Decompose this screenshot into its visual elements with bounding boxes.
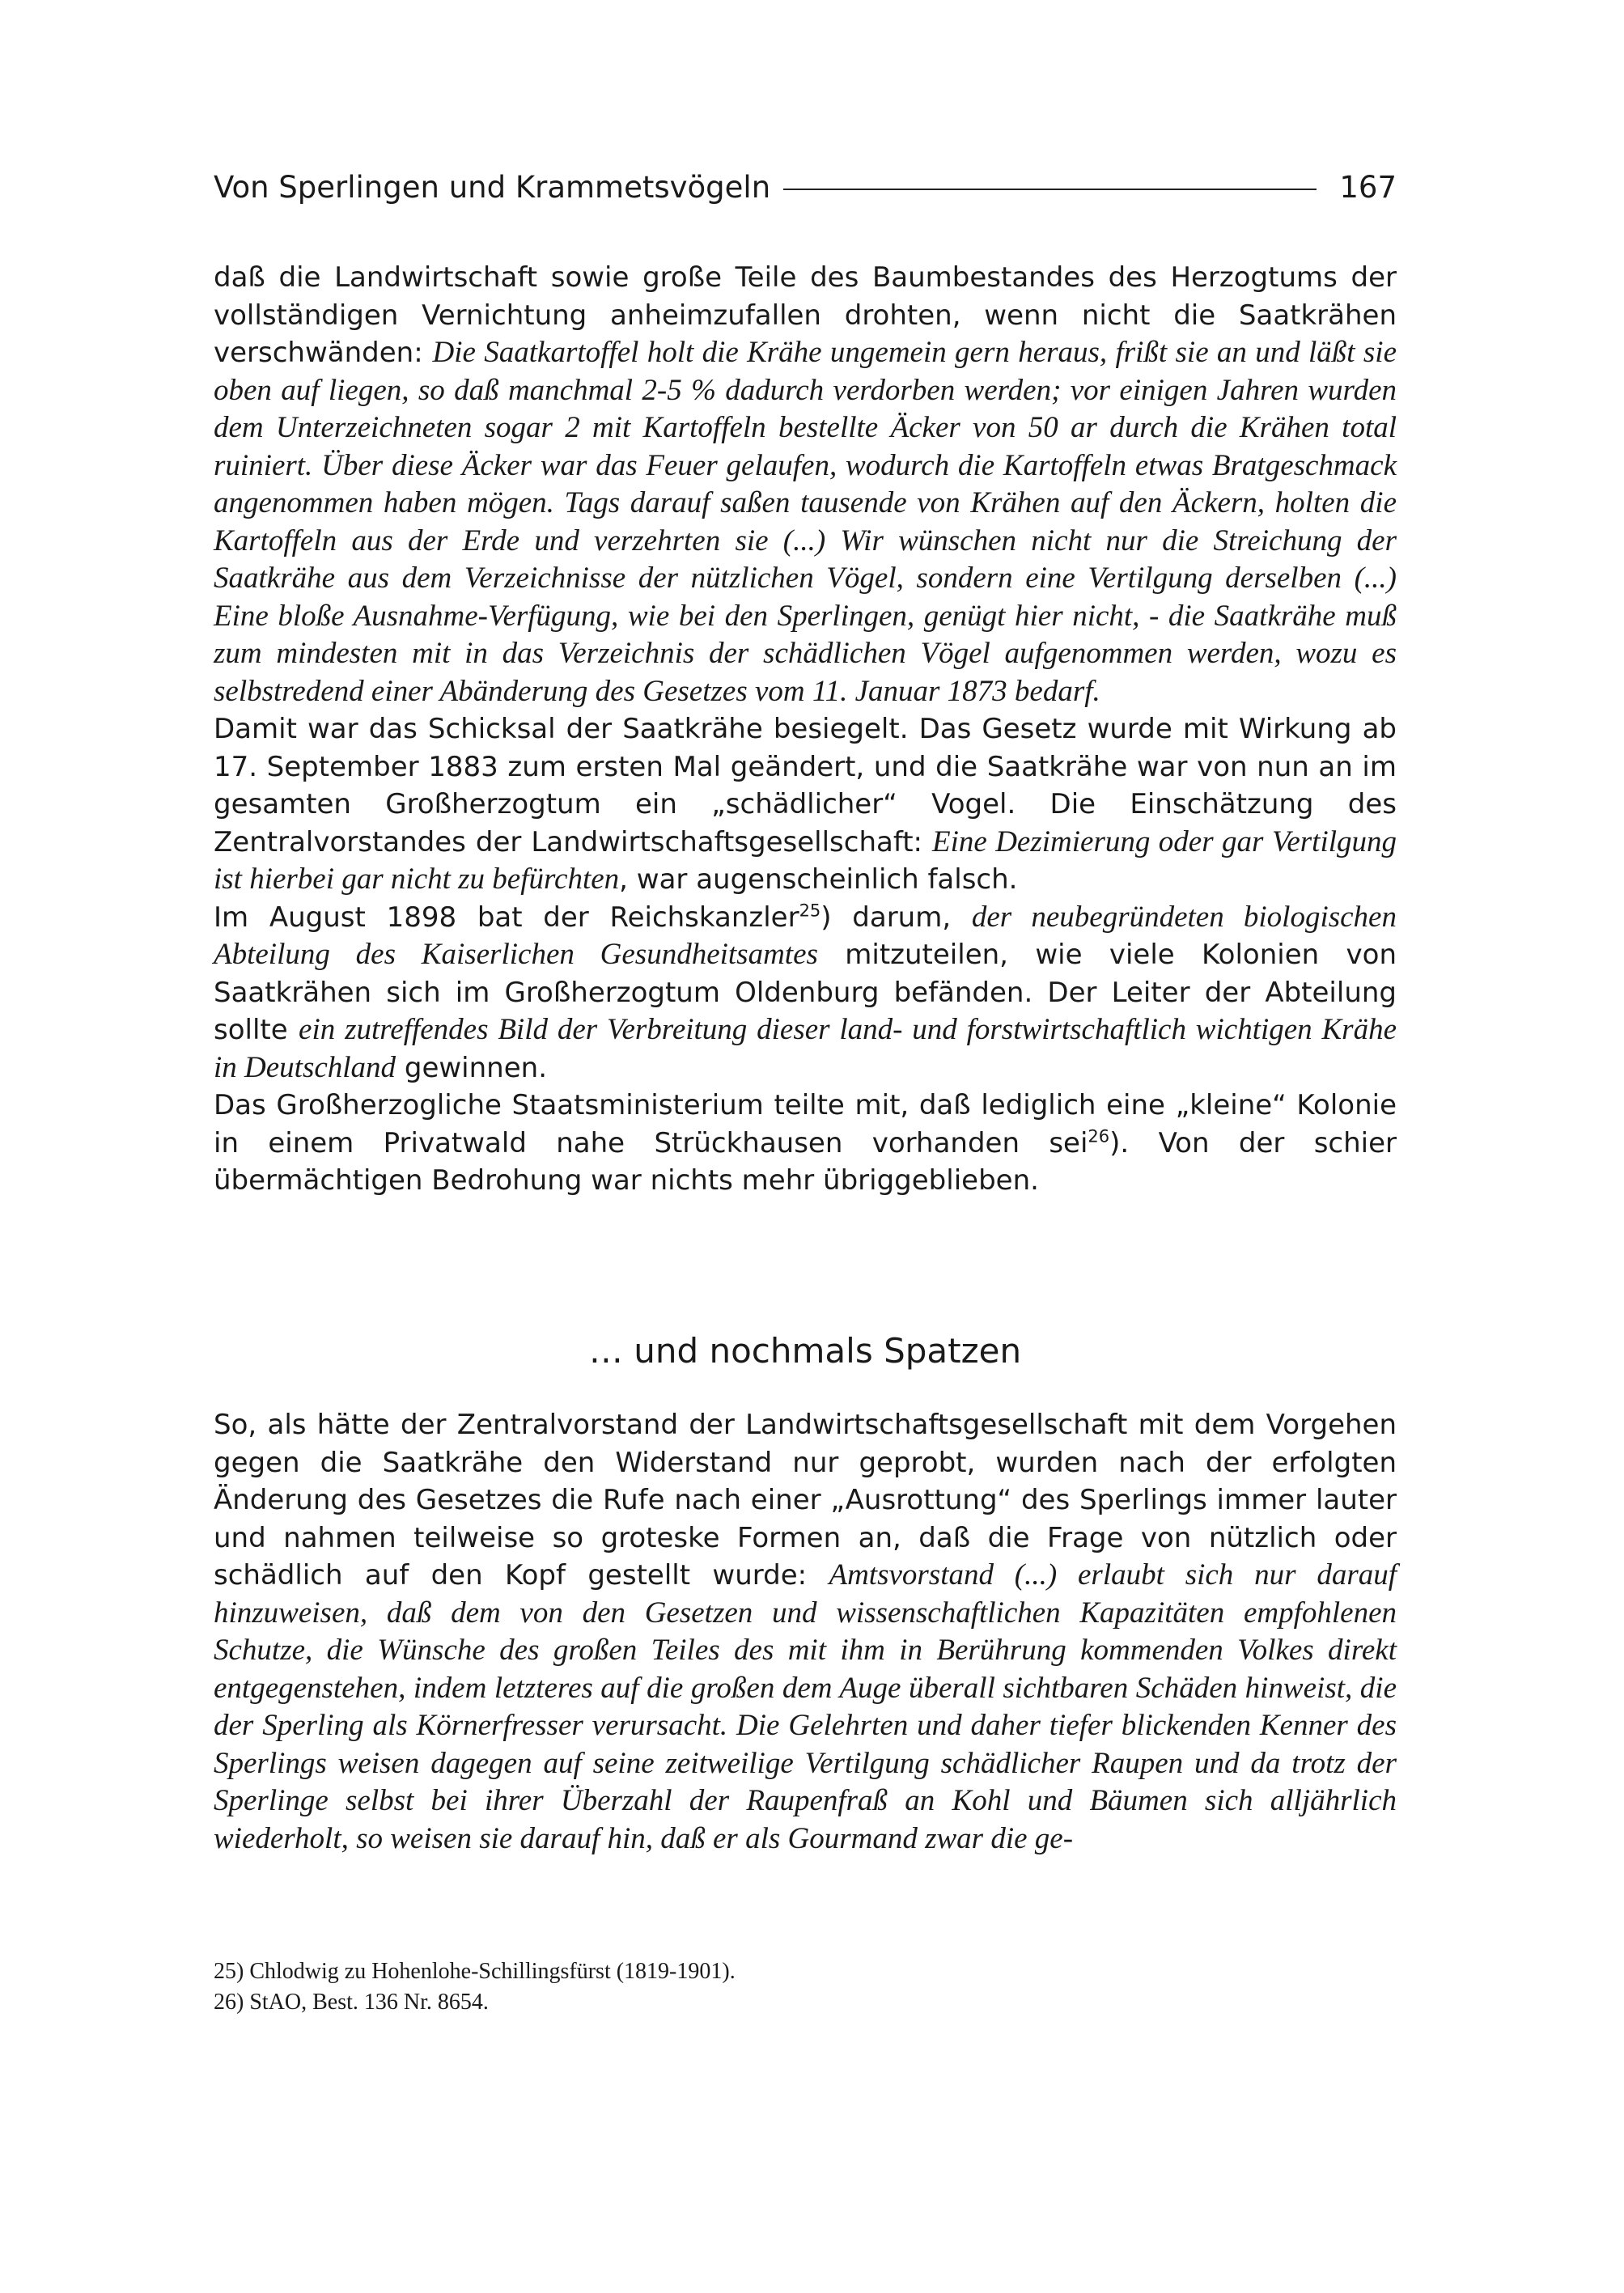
paragraph-2 xyxy=(214,710,1397,899)
paragraph-1 xyxy=(214,259,1397,710)
paragraph-3-text: Im August 1898 bat der Reichskanzler xyxy=(214,901,799,934)
paragraph-3 xyxy=(214,899,1397,1087)
paragraph-2-text: Damit war das Schicksal der Saatkrähe besiegelt. Das Gesetz wurde mit Wirkung ab 17. September 1883 zum ersten Mal geändert, und die Saatkrähe war von nun an im gesamten Großherzogtum ein „schädlicher“ Vogel. Die Einschätzung des Zentralvorstandes der Landwirtschaftsgesellschaft: xyxy=(214,713,1397,858)
main-text xyxy=(214,259,1397,1200)
page-number: 167 xyxy=(1339,170,1397,205)
header-rule xyxy=(783,189,1317,190)
footnote-26: 26) StAO, Best. 136 Nr. 8654. xyxy=(214,1990,489,2015)
paragraph-1-text: daß die Landwirtschaft sowie große Teile des Baumbestandes des Herzogtums der vollständigen Vernichtung anheimzufallen drohten, wenn nicht die Saatkrähen verschwänden: xyxy=(214,261,1397,369)
main-text-2 xyxy=(214,1406,1397,1858)
footnotes xyxy=(214,1956,1397,2018)
paragraph-2-quote: Eine Dezimierung oder gar Vertilgung ist hierbei gar nicht zu befürchten xyxy=(214,824,1397,896)
paragraph-5-text: So, als hätte der Zentralvorstand der Landwirtschaftsgesellschaft mit dem Vorgehen gegen die Saatkrähe den Widerstand nur geprobt, wurden nach der erfolgten Änderung des Gesetzes die Rufe nach einer „Ausrottung“ des Sperlings immer lauter und nahmen teilweise so groteske Formen an, daß die Frage von nützlich oder schädlich auf den Kopf gestellt wurde: xyxy=(214,1409,1397,1592)
paragraph-1-quote: Die Saatkartoffel holt die Krähe ungemein gern heraus, frißt sie an und läßt sie oben auf liegen, so daß manchmal 2-5 % dadurch verdorben werden; vor einigen Jahren wurden dem Unterzeichneten sogar 2 mit Kartoffeln bestellte Äcker von 50 ar durch die Krähen total ruiniert. Über diese Äcker war das Feuer gelaufen, wodurch die Kartoffeln etwas Bratgeschmack angenommen haben mögen. Tags darauf saßen tausende von Krähen auf den Äckern, holten die Kartoffeln aus der Erde und verzehrten sie (...) Wir wünschen nicht nur die Streichung der Saatkrähe aus dem Verzeichnisse der nützlichen Vögel, sondern eine Vertilgung derselben (...) Eine bloße Ausnahme-Verfügung, wie bei den Sperlingen, genügt hier nicht, - die Saatkrähe muß zum mindesten mit in das Verzeichnis der schädlichen Vögel aufgenommen werden, wozu es selbstredend einer Abänderung des Gesetzes vom 11. Januar 1873 bedarf. xyxy=(214,336,1397,708)
section-heading: … und nochmals Spatzen xyxy=(588,1331,1022,1371)
paragraph-3-text-4: gewinnen. xyxy=(396,1051,547,1084)
paragraph-4-text: Das Großherzogliche Staatsministerium teilte mit, daß lediglich eine „kleine“ Kolonie in einem Privatwald nahe Strückhausen vorhanden sei xyxy=(214,1089,1397,1159)
paragraph-3-text-2: ) darum, xyxy=(820,901,972,934)
paragraph-3-quote-2: ein zutreffendes Bild der Verbreitung dieser land- und forstwirtschaftlich wichtigen Krähe in Deutschland xyxy=(214,1013,1397,1084)
paragraph-5 xyxy=(214,1406,1397,1858)
paragraph-2-text-end: , war augenscheinlich falsch. xyxy=(619,863,1018,896)
running-title: Von Sperlingen und Krammetsvögeln xyxy=(214,170,771,205)
paragraph-4-text-2: ). Von der schier übermächtigen Bedrohung war nichts mehr übriggeblieben. xyxy=(214,1126,1397,1197)
paragraph-5-quote: Amtsvorstand (...) erlaubt sich nur darauf hinzuweisen, daß dem von den Gesetzen und wissenschaftlichen Kapazitäten empfohlenen Schutze, die Wünsche des großen Teiles des mit ihm in Berührung kommenden Volkes direkt entgegenstehen, indem letzteres auf die großen dem Auge überall sichtbaren Schäden hinweist, die der Sperling als Körnerfresser verursacht. Die Gelehrten und daher tiefer blickenden Kenner des Sperlings weisen dagegen auf seine zeitweilige Vertilgung schädlicher Raupen und da trotz der Sperlinge selbst bei ihrer Überzahl der Raupenfraß an Kohl und Bäumen sich alljährlich wiederholt, so weisen sie darauf hin, daß er als Gourmand zwar die ge- xyxy=(214,1558,1397,1855)
paragraph-4 xyxy=(214,1087,1397,1200)
paragraph-3-quote-1: der neubegründeten biologischen Abteilung des Kaiserlichen Gesundheitsamtes xyxy=(214,900,1397,971)
running-header xyxy=(214,163,1397,212)
paragraph-3-text-3: mitzuteilen, wie viele Kolonien von Saatkrähen sich im Großherzogtum Oldenburg befänden. Der Leiter der Abteilung sollte xyxy=(214,939,1397,1046)
footnote-ref-25: 25 xyxy=(799,901,821,921)
footnote-ref-26: 26 xyxy=(1088,1126,1110,1146)
footnote-25: 25) Chlodwig zu Hohenlohe-Schillingsfürst (1819-1901). xyxy=(214,1959,736,1984)
